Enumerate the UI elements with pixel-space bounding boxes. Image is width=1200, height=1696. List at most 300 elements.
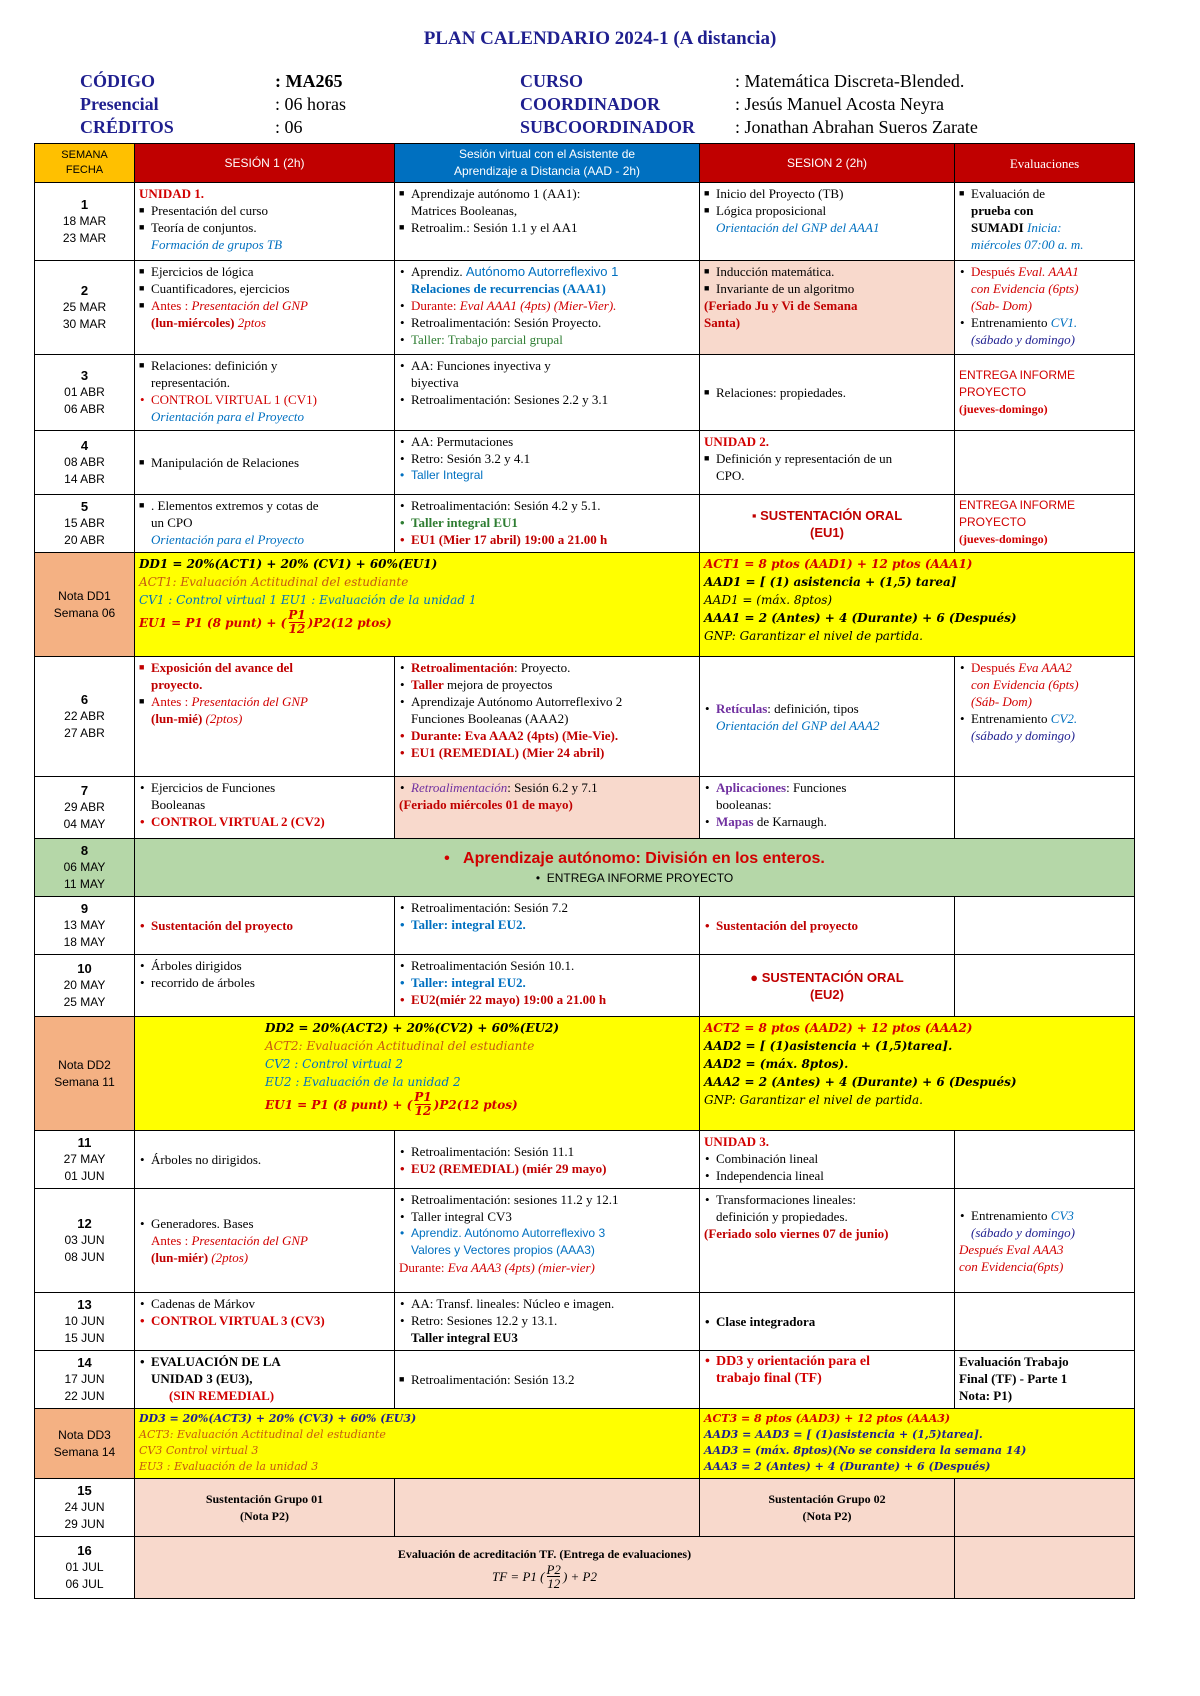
list-item: Nota: P1) [959,1388,1013,1403]
list-item: • Taller Integral [399,467,695,484]
nota-label: Nota DD3 [58,1427,111,1442]
despues-label: Después [971,660,1016,675]
list-item: miércoles 07:00 a. m. [971,237,1084,252]
retro-value: Proyecto. [520,660,571,675]
week-cell [35,839,135,897]
eval-label: Eval. AAA1 [1018,264,1079,279]
list-item: (Sab- Dom) [971,298,1033,313]
points-label: (2ptos) [211,1250,249,1265]
formula-line: AAD3 = AAD3 = [ (1)asistencia + (1,5)tarea]. [704,1428,983,1441]
evaluation-cell [955,495,1135,553]
formula-line: CV1 : Control virtual 1 EU1 : Evaluación de la unidad 1 [139,593,477,607]
list-item: (SIN REMEDIAL) [169,1388,275,1403]
list-item: • EU1 (Mier 17 abril) 19:00 a 21.00 h [399,531,695,548]
evaluation-cell [955,955,1135,1017]
aad-cell [395,355,700,431]
table-row [35,1189,1135,1293]
list-item: Orientación del GNP del AAA1 [716,220,880,235]
aad-cell [395,431,700,495]
formula-line: AAA2 = 2 (Antes) + 4 (Durante) + 6 (Después) [704,1075,1017,1089]
unit-title: UNIDAD 3. [704,1134,769,1149]
week-end: 20 ABR [64,533,105,547]
mapas-label: Mapas [716,814,754,829]
taller-value: integral EU2. [451,975,526,990]
list-item: ■ Inicio del Proyecto (TB) [704,185,950,202]
table-row [35,777,1135,839]
list-item: ■ Lógica proposicional [704,202,950,219]
session2-cell: • Aplicaciones: Funciones booleanas: • Mapas de Karnaugh. [700,777,955,839]
formula-line: DD2 = 20%(ACT2) + 20%(CV2) + 60%(EU2) [265,1021,560,1035]
week-start: 06 MAY [63,860,106,874]
table-row [35,839,1135,897]
list-item: Orientación del GNP del AAA2 [716,717,880,733]
week-number: 8 [80,843,89,858]
formula-line: AAD1 = [ (1) asistencia + (1,5) tarea] [704,575,957,589]
presencial-value: : 06 horas [275,94,346,114]
week-cell [35,1293,135,1351]
curso-value: : Matemática Discreta-Blended. [735,71,965,91]
dd3-formula-cell [135,1409,700,1479]
list-item: Sustentación Grupo 01 [205,1491,324,1506]
list-item: un CPO [151,515,193,530]
formula-line: AAD1 = (máx. 8ptos) [704,593,833,607]
list-item: ■ Inducción matemática. [704,263,950,280]
week-number: 2 [80,283,89,298]
nota-label: Nota DD1 [58,588,111,603]
antes-label: Antes [151,694,182,709]
reticulas-label: Retículas [716,700,768,716]
week-end: 15 JUN [64,1331,105,1345]
week-number: 12 [77,1216,92,1231]
week-number: 15 [77,1483,92,1498]
aad-cell: • Retroalimentación: Sesión 6.2 y 7.1 (Feriado miércoles 01 de mayo) [395,777,700,839]
evaluation-cell [955,777,1135,839]
list-item: • Durante: Eva AAA2 (4pts) (Mie-Vie). [399,727,695,744]
antes-label: Antes [151,1233,182,1248]
list-item: • Ejercicios de Funciones [139,779,390,796]
list-item: (jueves-domingo) [959,532,1048,546]
aad-cell [395,897,700,955]
table-row [35,1293,1135,1351]
despues-label: Después [971,264,1016,279]
session2-cell [700,1479,955,1537]
week-cell [35,183,135,261]
durante-label: Durante: [399,1260,445,1275]
week-cell [35,553,135,657]
week-start: 22 ABR [64,709,105,723]
session2-cell [700,1131,955,1189]
dd2-formula-cell [135,1017,700,1131]
list-item: definición y propiedades. [716,1209,848,1224]
session1-cell [135,1351,395,1409]
fraction-den: 12 [288,622,306,636]
list-item: UNIDAD 3 (EU3), [151,1371,253,1386]
aad-cell: • Aprendiz. Autónomo Autorreflexivo 1 Relaciones de recurrencias (AAA1) • Durante: Eval AAA1 (4pts) (Mier-Vier). • Retroalimentación: Sesión Proyecto. • Taller: Trabajo parcial grupal [395,261,700,355]
week-start: 18 MAR [62,214,107,228]
formula-line: GNP: Garantizar el nivel de partida. [704,629,923,643]
list-item: ■ . Elementos extremos y cotas de [139,497,390,514]
list-item: proyecto. [151,677,203,692]
list-item: • Aprendiz. Autónomo Autorreflexivo 3 [399,1225,695,1242]
week-end: 06 JUL [65,1577,104,1591]
delivery-note: ENTREGA INFORME PROYECTO [546,871,734,885]
dd2-act-cell [700,1017,1135,1131]
list-item: • Taller integral EU1 [399,514,695,531]
fraction-den: 12 [547,1575,561,1591]
list-item: con Evidencia (6pts) [971,677,1079,692]
retro-value: Sesión 6.2 y 7.1 [514,780,598,795]
table-row [35,355,1135,431]
retro-label: Retroalimentación [411,780,508,795]
table-row [35,897,1135,955]
list-item: • recorrido de árboles [139,974,390,991]
aprendiz-label: Aprendiz. [411,264,463,279]
evaluation-cell [955,1537,1135,1599]
entrenamiento-label: Entrenamiento [971,711,1048,726]
retro-label: Retroalimentación [411,660,515,675]
table-row [35,261,1135,355]
week-cell [35,1189,135,1293]
header-fecha-label: FECHA [65,164,104,176]
week-cell [35,897,135,955]
week-cell [35,1351,135,1409]
aad-cell [395,955,700,1017]
week-cell [35,955,135,1017]
list-item: (Feriado solo viernes 07 de junio) [704,1226,889,1241]
week-start: 17 JUN [64,1372,105,1386]
table-row [35,431,1135,495]
list-item: ■ Invariante de un algoritmo [704,280,950,297]
week-cell [35,777,135,839]
list-item: Relaciones de recurrencias (AAA1) [411,281,606,296]
session2-cell [700,183,955,261]
week-number: 1 [80,197,89,212]
evaluation-cell [955,1479,1135,1537]
list-item: ■ Relaciones: definición y [139,357,390,374]
taller-label: Taller: [411,917,449,932]
week-start: 27 MAY [63,1152,106,1166]
taller-label: Taller [411,677,444,692]
formula-line: EU2 : Evaluación de la unidad 2 [265,1075,461,1089]
week-end: 29 JUN [64,1517,105,1531]
list-item: Funciones Booleanas (AAA2) [411,711,569,726]
list-item: ■ Presentación del curso [139,202,390,219]
durante-value: Eval AAA1 (4pts) (Mier-Vier). [459,298,617,313]
evaluation-cell [955,355,1135,431]
list-item: • DD3 y orientación para el [704,1353,950,1370]
list-item: • EU1 (REMEDIAL) (Mier 24 abril) [399,744,695,761]
evaluation-cell [955,897,1135,955]
list-item: (Feriado miércoles 01 de mayo) [399,797,573,812]
formula-line: ACT2 = 8 ptos (AAD2) + 12 ptos (AAA2) [704,1021,973,1035]
formula-line: ACT2: Evaluación Actitudinal del estudiante [265,1039,535,1053]
gnp-label: Presentación del GNP [191,694,308,709]
sumadi-label: SUMADI [971,220,1024,235]
evaluation-cell [955,1131,1135,1189]
list-item: (sábado y domingo) [971,728,1075,743]
week-cell [35,1537,135,1599]
list-item: • Retroalimentación: Sesión 11.1 [399,1143,695,1160]
evaluation-cell [955,431,1135,495]
list-item: booleanas: [716,797,772,812]
session1-cell [135,431,395,495]
table-row [35,1537,1135,1599]
dd1-formula-cell [135,553,700,657]
list-item: ■ Retroalimentación: Sesión 13.2 [399,1371,695,1388]
session1-cell: ■ Exposición del avance del proyecto. ■ Antes : Presentación del GNP (lun-mié) (2ptos) [135,657,395,777]
aad-cell [395,1293,700,1351]
evaluation-cell [955,1293,1135,1351]
list-item: Taller integral EU3 [411,1330,518,1345]
week-number: 9 [80,901,89,916]
list-item: ENTREGA INFORME [959,498,1076,512]
session1-cell [135,897,395,955]
list-item: Santa) [704,315,741,330]
session2-cell [700,1351,955,1409]
mapas-value: de Karnaugh. [756,814,827,829]
list-item: Orientación para el Proyecto [151,532,304,547]
list-item: Después Eval AAA3 [959,1241,1064,1257]
evaluation-cell [955,261,1135,355]
aad-cell [395,1189,700,1293]
list-item: (sábado y domingo) [971,1224,1075,1240]
week-cell [35,431,135,495]
table-row [35,1131,1135,1189]
control-virtual: • CONTROL VIRTUAL 3 (CV3) [139,1312,390,1329]
control-virtual: • CONTROL VIRTUAL 1 (CV1) [139,391,390,408]
dd1-act-cell [700,553,1135,657]
list-item: (jueves-domingo) [959,402,1048,416]
list-item: • Retroalimentación Sesión 10.1. [399,957,695,974]
inicia-label: Inicia: [1026,220,1062,235]
list-item: • Sustentación del proyecto [139,917,390,934]
list-item: ■ Aprendizaje autónomo 1 (AA1): [399,185,695,202]
week-start: 10 JUN [64,1314,105,1328]
week-number: 13 [77,1297,92,1312]
week-number: 10 [77,961,92,976]
list-item: con Evidencia(6pts) [959,1258,1064,1274]
list-item: con Evidencia (6pts) [971,281,1079,296]
session1-cell [135,1293,395,1351]
aaa-label: Autónomo Autorreflexivo 1 [465,264,619,279]
aad-cell: • Retroalimentación: Proyecto. • Taller mejora de proyectos • Aprendizaje Autónomo Autorreflexivo 2 Funciones Booleanas (AAA2) • Durante: Eva AAA2 (4pts) (Mie-Vie). • EU1 (REMEDIAL) (Mier 24 abril) [395,657,700,777]
week-end: 30 MAR [62,317,107,331]
evaluation-cell [955,1189,1135,1293]
header-sesion2: SESION 2 (2h) [700,144,955,183]
period-label: (lun-mié) [151,711,203,726]
formula-line: ACT1 = 8 ptos (AAD1) + 12 ptos (AAA1) [704,557,973,571]
formula-line: ACT1: Evaluación Actitudinal del estudiante [139,575,409,589]
header-sesion1: SESIÓN 1 (2h) [135,144,395,183]
week-start: 01 JUL [65,1560,104,1574]
week-number: 5 [80,499,89,514]
formula-part: ) + P2 [562,1568,597,1584]
week-end: 27 ABR [64,726,105,740]
taller-value: Trabajo parcial grupal [447,332,563,347]
week-end: 25 MAY [63,995,106,1009]
list-item: • Combinación lineal [704,1150,950,1167]
table-row [35,955,1135,1017]
list-item: • AA: Transf. lineales: Núcleo e imagen. [399,1295,695,1312]
list-item: ■ Retroalim.: Sesión 1.1 y el AA1 [399,219,695,236]
list-item: biyectiva [411,375,459,390]
document-title: PLAN CALENDARIO 2024-1 (A distancia) [423,28,777,49]
control-virtual: • CONTROL VIRTUAL 2 (CV2) [139,813,390,830]
list-item: Sustentación Grupo 02 [768,1491,886,1506]
aad-cell [395,495,700,553]
week-end: 22 JUN [64,1389,105,1403]
list-item: • EU2(miér 22 mayo) 19:00 a 21.00 h [399,991,695,1008]
session1-cell [135,955,395,1017]
semana-label: Semana 11 [54,1074,115,1089]
session2-cell [700,1293,955,1351]
taller-label: Taller: [411,975,449,990]
session1-cell [135,183,395,261]
list-item: • EVALUACIÓN DE LA [139,1353,390,1370]
entrenamiento-label: Entrenamiento [971,315,1048,330]
list-item: ■ Definición y representación de un [704,450,950,467]
week-cell [35,657,135,777]
list-item: ■ Exposición del avance del [139,659,390,676]
list-item: ■ Relaciones: propiedades. [704,384,950,401]
list-item: • AA: Permutaciones [399,433,695,450]
cv-label: CV1. [1050,315,1078,330]
session2-cell: • Retículas: definición, tipos Orientación del GNP del AAA2 [700,657,955,777]
aad-cell [395,183,700,261]
list-item: PROYECTO [959,385,1027,399]
session2-cell: ● SUSTENTACIÓN ORAL (EU2) [700,955,955,1017]
dd1-row [35,553,1135,657]
list-item: • Sustentación del proyecto [704,917,950,934]
list-item: Matrices Booleanas, [411,203,518,218]
table-row [35,1479,1135,1537]
list-item: • Independencia lineal [704,1167,950,1184]
list-item: (EU1) [810,524,844,540]
formula-line: AAD2 = [ (1)asistencia + (1,5)tarea]. [704,1039,953,1053]
evaluation-cell [955,1351,1135,1409]
unit-title: UNIDAD 2. [704,434,769,449]
semana-label: Semana 06 [53,605,116,620]
session2-cell [700,355,955,431]
cv-label: CV3 [1050,1207,1074,1223]
list-item: ENTREGA INFORME [959,368,1076,382]
evaluation-cell [955,657,1135,777]
session1-cell [135,495,395,553]
codigo-value: : MA265 [275,71,343,91]
week-start: 13 MAY [63,918,106,932]
week-number: 14 [77,1355,92,1370]
week-cell [35,261,135,355]
list-item: (EU2) [810,986,844,1002]
dd3-row [35,1409,1135,1479]
session2-cell [700,431,955,495]
sustentacion-label: SUSTENTACIÓN ORAL [761,969,904,985]
list-item: • Transformaciones lineales: [704,1191,950,1208]
week-number: 11 [77,1135,92,1150]
table-row [35,183,1135,261]
session1-cell [135,1131,395,1189]
week-number: 3 [80,368,89,383]
list-item: (Feriado Ju y Vi de Semana [704,298,858,313]
list-item: • Cadenas de Márkov [139,1295,390,1312]
curso-label: CURSO [520,71,584,91]
list-item: ■ Teoría de conjuntos. [139,219,390,236]
creditos-label: CRÉDITOS [80,117,174,137]
taller-value: integral EU2. [451,917,526,932]
week-start: 15 ABR [64,516,105,530]
list-item: • Árboles no dirigidos. [139,1151,390,1168]
cv-label: CV2. [1050,711,1078,726]
aad-cell [395,1479,700,1537]
formula-line: CV3 Control virtual 3 [139,1444,259,1457]
week-end: 11 MAY [64,877,105,891]
formula-line: AAA1 = 2 (Antes) + 4 (Durante) + 6 (Después) [704,611,1017,625]
week-cell [35,355,135,431]
durante-value: Eva AAA3 (4pts) (mier-vier) [447,1260,595,1275]
week-start: 01 ABR [64,385,105,399]
list-item: • Taller integral CV3 [399,1208,695,1225]
formula-line: AAD3 = (máx. 8ptos)(No se considera la semana 14) [704,1444,1027,1457]
eval-label: Eva AAA2 [1018,660,1072,675]
week-end: 04 MAY [63,817,106,831]
entrenamiento-label: Entrenamiento [971,1207,1048,1223]
fraction-num: P2 [546,1561,561,1577]
header-semana-label: SEMANA [61,149,108,161]
creditos-value: : 06 [275,117,303,137]
presencial-label: Presencial [80,94,159,114]
session2-cell [700,1189,955,1293]
dd2-row [35,1017,1135,1131]
week-start: 20 MAY [63,978,106,992]
table-row [35,1351,1135,1409]
list-item: Formación de grupos TB [151,237,283,252]
list-item: • Retroalimentación: Sesiones 2.2 y 3.1 [399,391,695,408]
week-number: 4 [80,438,89,453]
week-cell [35,1479,135,1537]
list-item: PROYECTO [959,515,1027,529]
list-item: ■ Cuantificadores, ejercicios [139,280,390,297]
formula-line: ACT3 = 8 ptos (AAD3) + 12 ptos (AAA3) [704,1412,951,1425]
header-semana [35,144,135,183]
unit-title: UNIDAD 1. [139,186,204,201]
formula-line: EU3 : Evaluación de la unidad 3 [139,1460,319,1473]
evaluation-cell [955,183,1135,261]
fraction-den: 12 [414,1104,432,1118]
header-evaluaciones: Evaluaciones [955,144,1135,183]
week-cell [35,495,135,553]
formula-line: ACT3: Evaluación Actitudinal del estudiante [139,1428,386,1441]
session2-cell [700,897,955,955]
session1-cell [135,355,395,431]
list-item: (Sáb- Dom) [971,694,1033,709]
list-item: Final (TF) - Parte 1 [959,1371,1068,1386]
week-start: 03 JUN [64,1233,105,1247]
semana-label: Semana 14 [53,1444,116,1459]
coordinador-value: : Jesús Manuel Acosta Neyra [735,94,944,114]
schedule-table [34,143,1135,1599]
table-row [35,495,1135,553]
session2-cell: ▪ SUSTENTACIÓN ORAL (EU1) [700,495,955,553]
week8-cell: • Aprendizaje autónomo: División en los enteros. • ENTREGA INFORME PROYECTO [135,839,1135,897]
list-item: • Clase integradora [704,1313,950,1330]
list-item: Valores y Vectores propios (AAA3) [411,1243,595,1257]
fraction-num: P1 [288,608,306,622]
list-item: • AA: Funciones inyectiva y [399,357,695,374]
week-end: 23 MAR [62,231,107,245]
autonomous-learning-title: Aprendizaje autónomo: División en los enteros. [463,850,825,867]
points-label: 2ptos [237,315,266,330]
list-item: • Aprendizaje Autónomo Autorreflexivo 2 [399,693,695,710]
